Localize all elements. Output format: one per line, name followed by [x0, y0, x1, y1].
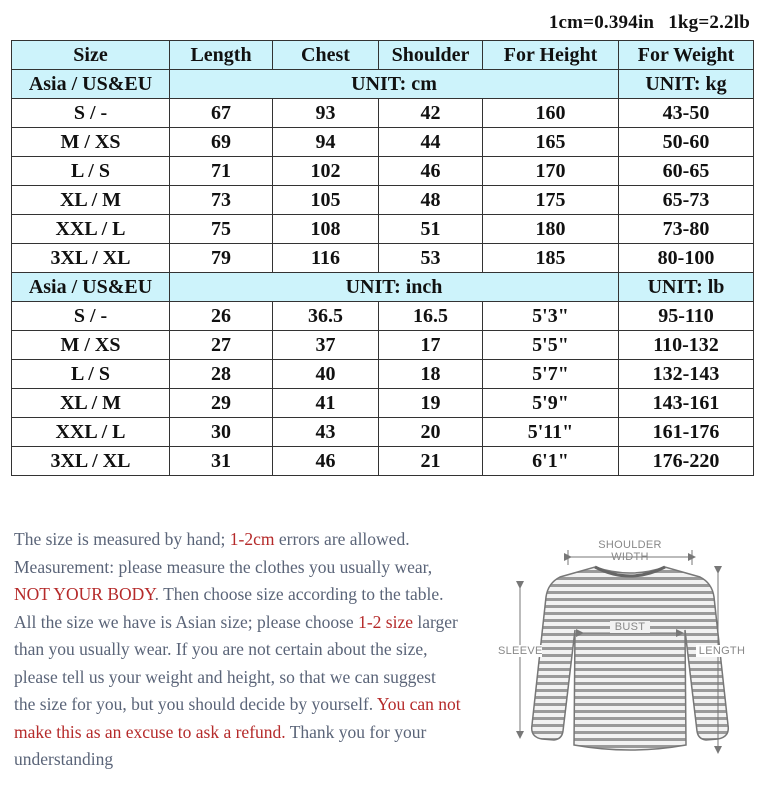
note-line: make this as an excuse to ask a refund. Thank you for your: [14, 721, 427, 742]
cell-weight: 65-73: [619, 186, 754, 215]
cell-shoulder: 48: [379, 186, 483, 215]
cell-shoulder: 44: [379, 128, 483, 157]
cell-shoulder: 53: [379, 244, 483, 273]
unit-weight: UNIT: lb: [619, 273, 754, 302]
header-chest: Chest: [273, 41, 379, 70]
cell-weight: 60-65: [619, 157, 754, 186]
region-label: Asia / US&EU: [12, 273, 170, 302]
cell-height: 170: [483, 157, 619, 186]
refund-warning: You can not: [376, 694, 461, 714]
cell-height: 185: [483, 244, 619, 273]
unit-weight: UNIT: kg: [619, 70, 754, 99]
cell-shoulder: 17: [379, 331, 483, 360]
error-range: 1-2cm: [229, 529, 275, 549]
unit-main: UNIT: inch: [170, 273, 619, 302]
cell-height: 5'11": [483, 418, 619, 447]
cell-chest: 93: [273, 99, 379, 128]
table-row: [12, 331, 754, 360]
cell-length: 27: [170, 331, 273, 360]
sleeve-label: SLEEVE: [498, 645, 543, 657]
region-label: Asia / US&EU: [12, 70, 170, 99]
cell-length: 73: [170, 186, 273, 215]
size-up-advice: 1-2 size: [358, 611, 413, 632]
unit-main: UNIT: cm: [170, 70, 619, 99]
cell-shoulder: 21: [379, 447, 483, 476]
cell-chest: 102: [273, 157, 379, 186]
header-weight: For Weight: [619, 41, 754, 70]
size-chart-table: [11, 40, 754, 476]
cell-length: 75: [170, 215, 273, 244]
table-row: [12, 389, 754, 418]
cell-height: 165: [483, 128, 619, 157]
cell-chest: 105: [273, 186, 379, 215]
table-row: [12, 186, 754, 215]
cell-chest: 46: [273, 447, 379, 476]
cell-weight: 143-161: [619, 389, 754, 418]
header-height: For Height: [483, 41, 619, 70]
cell-height: 5'7": [483, 360, 619, 389]
header-shoulder: Shoulder: [379, 41, 483, 70]
refund-warning-cont: make this as an excuse to ask a refund.: [14, 721, 286, 742]
cell-chest: 36.5: [273, 302, 379, 331]
cell-chest: 37: [273, 331, 379, 360]
table-row: [12, 418, 754, 447]
cell-chest: 41: [273, 389, 379, 418]
sizing-notes: [14, 526, 504, 774]
cell-height: 5'9": [483, 389, 619, 418]
cell-shoulder: 18: [379, 360, 483, 389]
cell-height: 6'1": [483, 447, 619, 476]
cell-size: XXL / L: [12, 215, 170, 244]
cell-shoulder: 42: [379, 99, 483, 128]
kg-lb-conversion: 1kg=2.2lb: [668, 12, 750, 33]
cell-weight: 50-60: [619, 128, 754, 157]
cell-weight: 95-110: [619, 302, 754, 331]
cell-weight: 132-143: [619, 360, 754, 389]
cell-height: 5'5": [483, 331, 619, 360]
cell-length: 79: [170, 244, 273, 273]
table-row: [12, 99, 754, 128]
cell-size: XL / M: [12, 389, 170, 418]
cell-height: 175: [483, 186, 619, 215]
cell-weight: 110-132: [619, 331, 754, 360]
table-header-row: [12, 41, 754, 70]
cell-size: XXL / L: [12, 418, 170, 447]
measurement-diagram: [500, 535, 760, 775]
table-row: [12, 360, 754, 389]
cell-height: 180: [483, 215, 619, 244]
cell-size: 3XL / XL: [12, 244, 170, 273]
note-line: Measurement: please measure the clothes you usually wear,: [14, 556, 433, 577]
cell-length: 29: [170, 389, 273, 418]
table-row: [12, 128, 754, 157]
note-line: please tell us your weight and height, so that we can suggest: [14, 666, 436, 687]
cell-height: 160: [483, 99, 619, 128]
cell-weight: 43-50: [619, 99, 754, 128]
note-line: than you usually wear. If you are not certain about the size,: [14, 639, 428, 659]
imperial-unit-row: [12, 273, 754, 302]
cell-size: S / -: [12, 99, 170, 128]
unit-conversion: [549, 12, 750, 34]
cell-weight: 176-220: [619, 447, 754, 476]
cell-length: 28: [170, 360, 273, 389]
cell-weight: 73-80: [619, 215, 754, 244]
note-line: NOT YOUR BODY. Then choose size according to the table.: [14, 584, 444, 604]
cell-shoulder: 19: [379, 389, 483, 418]
cell-size: M / XS: [12, 128, 170, 157]
bust-label: BUST: [610, 621, 650, 633]
cell-chest: 116: [273, 244, 379, 273]
cell-length: 69: [170, 128, 273, 157]
table-row: [12, 215, 754, 244]
note-line: the size for you, but you should decide by yourself. You can not: [14, 694, 461, 714]
cm-inch-conversion: 1cm=0.394in: [548, 12, 655, 33]
cell-size: L / S: [12, 157, 170, 186]
header-size: Size: [12, 41, 170, 70]
cell-length: 71: [170, 157, 273, 186]
cell-shoulder: 46: [379, 157, 483, 186]
table-row: [12, 302, 754, 331]
cell-size: S / -: [12, 302, 170, 331]
cell-length: 30: [170, 418, 273, 447]
cell-chest: 108: [273, 215, 379, 244]
note-line: understanding: [14, 749, 114, 769]
note-line: The size is measured by hand; 1-2cm errors are allowed.: [14, 529, 410, 549]
cell-size: L / S: [12, 360, 170, 389]
cell-length: 26: [170, 302, 273, 331]
cell-length: 67: [170, 99, 273, 128]
cell-length: 31: [170, 447, 273, 476]
cell-shoulder: 51: [379, 215, 483, 244]
cell-shoulder: 16.5: [379, 302, 483, 331]
note-line: All the size we have is Asian size; please choose 1-2 size larger: [14, 611, 458, 632]
metric-unit-row: [12, 70, 754, 99]
not-your-body: NOT YOUR BODY: [14, 584, 155, 604]
cell-chest: 43: [273, 418, 379, 447]
cell-height: 5'3": [483, 302, 619, 331]
header-length: Length: [170, 41, 273, 70]
cell-size: M / XS: [12, 331, 170, 360]
cell-size: 3XL / XL: [12, 447, 170, 476]
cell-chest: 40: [273, 360, 379, 389]
table-row: [12, 244, 754, 273]
cell-chest: 94: [273, 128, 379, 157]
table-row: [12, 157, 754, 186]
cell-weight: 80-100: [619, 244, 754, 273]
length-label: LENGTH: [696, 645, 748, 657]
shoulder-width-label: SHOULDER WIDTH: [598, 539, 662, 563]
cell-weight: 161-176: [619, 418, 754, 447]
cell-shoulder: 20: [379, 418, 483, 447]
cell-size: XL / M: [12, 186, 170, 215]
table-row: [12, 447, 754, 476]
